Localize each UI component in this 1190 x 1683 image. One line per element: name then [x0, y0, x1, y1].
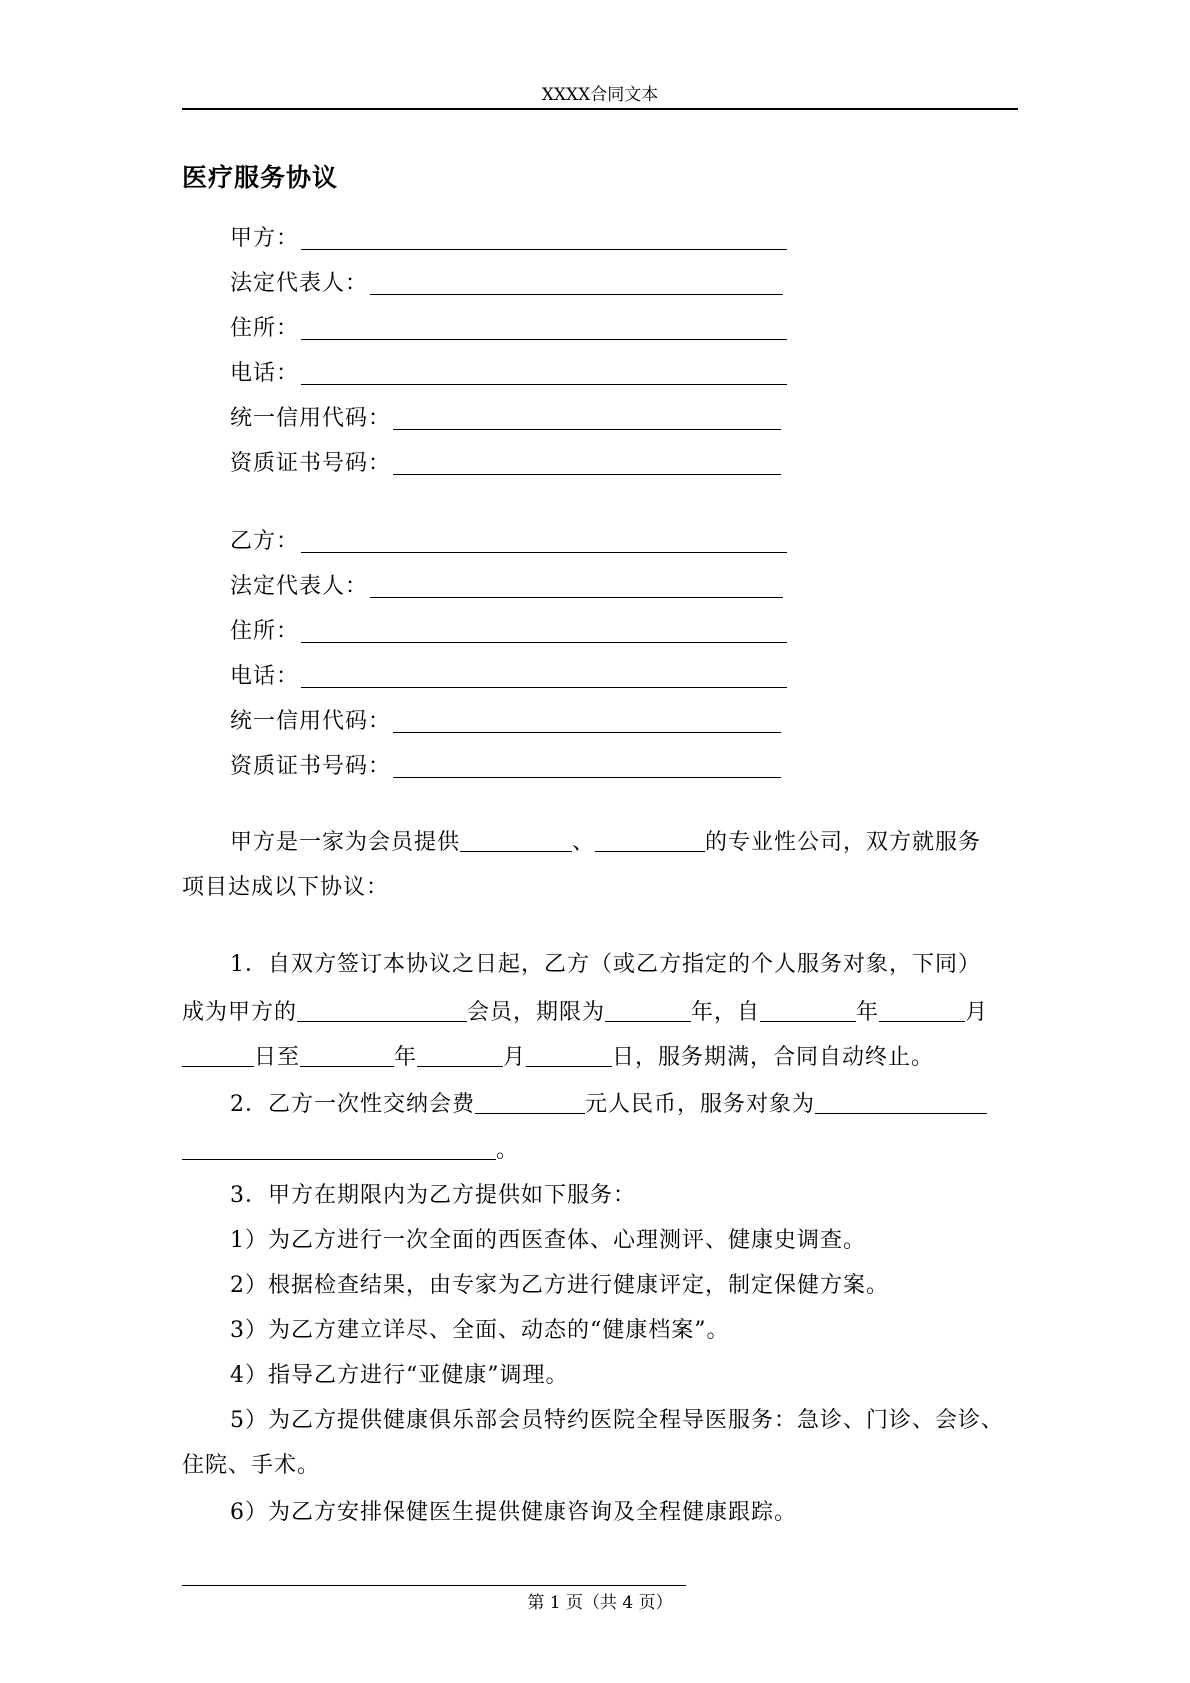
party-a-rep-blank[interactable] — [370, 294, 783, 295]
document-title: 医疗服务协议 — [182, 163, 339, 192]
end-day-blank[interactable] — [526, 1066, 612, 1067]
party-a-address-label: 住所： — [230, 316, 300, 341]
page-footer: 第 1 页（共 4 页） — [527, 1593, 673, 1613]
clause-2-text-a: 2．乙方一次性交纳会费 — [230, 1092, 475, 1117]
party-a-address-blank[interactable] — [301, 339, 787, 340]
clause-3-item-1: 1）为乙方进行一次全面的西医查体、心理测评、健康史调查。 — [230, 1228, 866, 1253]
clause-1-text-g: 年 — [394, 1045, 418, 1070]
end-year-blank[interactable] — [300, 1066, 394, 1067]
clause-2-text-b: 元人民币，服务对象为 — [585, 1092, 816, 1117]
service-recipient-blank-cont[interactable] — [182, 1159, 496, 1160]
clause-1-text-c: 年，自 — [691, 1000, 761, 1025]
party-a-name-blank[interactable] — [301, 249, 787, 250]
clause-3-item-2: 2）根据检查结果，由专家为乙方进行健康评定，制定保健方案。 — [230, 1273, 889, 1298]
party-a-credit-code-label: 统一信用代码： — [230, 406, 392, 431]
party-a-cert-label: 资质证书号码： — [230, 451, 392, 476]
party-a-cert-field — [230, 447, 781, 477]
party-a-credit-code-blank[interactable] — [393, 429, 781, 430]
clause-1-text-f: 日至 — [254, 1045, 301, 1070]
membership-fee-blank[interactable] — [475, 1113, 585, 1114]
party-b-cert-blank[interactable] — [393, 777, 781, 778]
clause-1-text-b: 会员，期限为 — [467, 1000, 606, 1025]
clause-1-text-e: 月 — [965, 1000, 989, 1025]
party-b-phone-field — [230, 660, 787, 690]
clause-1-line-1: 1．自双方签订本协议之日起，乙方（或乙方指定的个人服务对象，下同） — [230, 952, 981, 977]
end-month-blank[interactable] — [417, 1066, 503, 1067]
footer-divider — [182, 1585, 686, 1586]
clause-1-line-3 — [182, 1045, 934, 1071]
start-year-blank[interactable] — [760, 1021, 856, 1022]
start-day-blank[interactable] — [182, 1066, 254, 1067]
intro-text-2: 、 — [572, 830, 596, 855]
party-a-phone-field — [230, 357, 787, 387]
party-b-address-field — [230, 615, 787, 645]
party-a-name-label: 甲方： — [230, 226, 300, 251]
clause-1-text-a: 成为甲方的 — [182, 1000, 298, 1025]
party-a-address-field — [230, 312, 787, 342]
service-recipient-blank[interactable] — [815, 1113, 987, 1114]
party-b-cert-field — [230, 750, 781, 780]
party-b-rep-label: 法定代表人： — [230, 574, 369, 599]
intro-text-3: 的专业性公司，双方就服务 — [705, 830, 982, 855]
party-b-phone-label: 电话： — [230, 664, 300, 689]
party-b-credit-code-blank[interactable] — [393, 732, 781, 733]
party-b-name-label: 乙方： — [230, 529, 300, 554]
clause-1-text-h: 月 — [503, 1045, 527, 1070]
party-a-cert-blank[interactable] — [393, 474, 781, 475]
party-b-phone-blank[interactable] — [301, 687, 787, 688]
party-b-credit-code-label: 统一信用代码： — [230, 709, 392, 734]
party-a-phone-blank[interactable] — [301, 384, 787, 385]
clause-3-item-3: 3）为乙方建立详尽、全面、动态的“健康档案”。 — [230, 1318, 730, 1343]
membership-type-blank[interactable] — [297, 1021, 467, 1022]
party-b-credit-code-field — [230, 705, 781, 735]
party-a-credit-code-field — [230, 402, 781, 432]
party-b-cert-label: 资质证书号码： — [230, 754, 392, 779]
party-a-name-field — [230, 222, 787, 252]
party-b-name-field — [230, 525, 787, 555]
party-a-rep-label: 法定代表人： — [230, 271, 369, 296]
start-month-blank[interactable] — [879, 1021, 965, 1022]
page-header: XXXX合同文本 — [541, 85, 659, 105]
intro-text-1: 甲方是一家为会员提供 — [230, 830, 461, 855]
party-b-address-label: 住所： — [230, 619, 300, 644]
party-b-rep-field — [230, 570, 783, 600]
clause-1-text-d: 年 — [856, 1000, 880, 1025]
party-b-name-blank[interactable] — [301, 552, 787, 553]
party-b-rep-blank[interactable] — [370, 597, 783, 598]
clause-3-item-4: 4）指导乙方进行“亚健康”调理。 — [230, 1363, 569, 1388]
intro-line-2: 项目达成以下协议： — [182, 875, 390, 900]
party-a-phone-label: 电话： — [230, 361, 300, 386]
clause-1-text-i: 日，服务期满，合同自动终止。 — [612, 1045, 935, 1070]
clause-3-item-6: 6）为乙方安排保健医生提供健康咨询及全程健康跟踪。 — [230, 1500, 797, 1525]
clause-2-line-2 — [182, 1138, 519, 1164]
clause-2-text-c: 。 — [496, 1138, 520, 1163]
clause-3-item-5-line-1: 5）为乙方提供健康俱乐部会员特约医院全程导医服务：急诊、门诊、会诊、 — [230, 1408, 1004, 1433]
intro-line-1 — [230, 830, 981, 856]
intro-service-blank-2[interactable] — [595, 851, 705, 852]
clause-2-line-1 — [230, 1092, 987, 1118]
term-years-blank[interactable] — [605, 1021, 691, 1022]
clause-3-title: 3．甲方在期限内为乙方提供如下服务： — [230, 1183, 636, 1208]
header-divider — [182, 108, 1018, 110]
party-b-address-blank[interactable] — [301, 642, 787, 643]
intro-service-blank-1[interactable] — [460, 851, 572, 852]
clause-3-item-5-line-2: 住院、手术。 — [182, 1453, 321, 1478]
clause-1-line-2 — [182, 1000, 988, 1026]
party-a-rep-field — [230, 267, 783, 297]
